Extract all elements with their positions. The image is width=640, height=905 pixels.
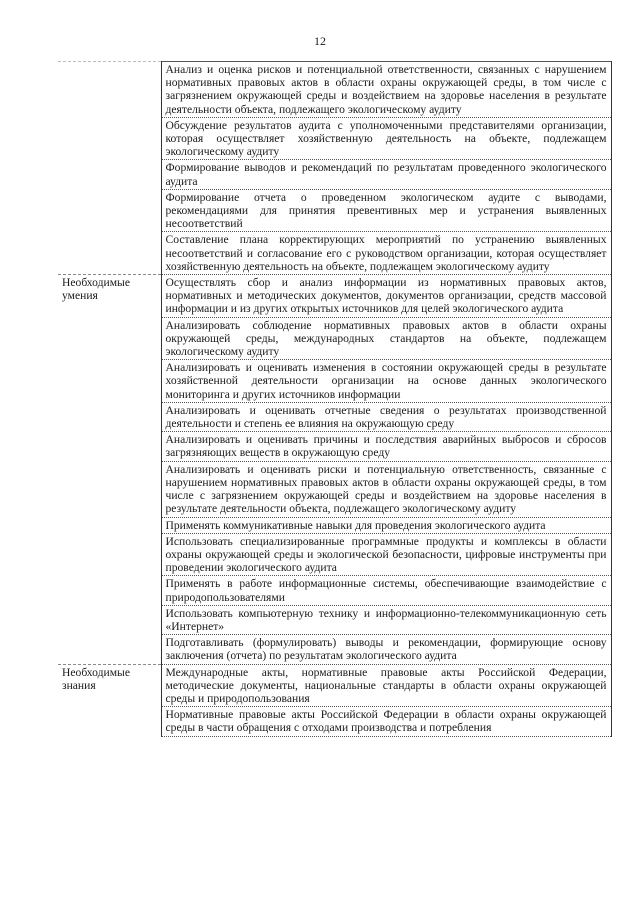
requirement-item: Нормативные правовые акты Российской Федерации в области охраны окружающей среды в части обращения с отходами производства и потребления bbox=[161, 707, 611, 736]
requirement-item: Анализ и оценка рисков и потенциальной ответственности, связанных с нарушением нормативных правовых актов в области охраны окружающей среды, в том числе с загрязнением окружающей среды и воздействием на здоровье населения в результате деятельности объекта, подлежащего экологическому аудиту bbox=[161, 62, 611, 118]
table-body bbox=[58, 62, 611, 737]
section-label bbox=[58, 62, 161, 275]
requirement-item: Формирование выводов и рекомендаций по результатам проведенного экологического аудита bbox=[161, 160, 611, 189]
requirement-item: Применять в работе информационные системы, обеспечивающие взаимодействие с природопользователями bbox=[161, 576, 611, 605]
requirement-item: Анализировать и оценивать изменения в состоянии окружающей среды в результате хозяйственной деятельности организации на основе данных экологического мониторинга и других источников информации bbox=[161, 360, 611, 403]
competency-table bbox=[58, 61, 612, 737]
requirement-item: Анализировать и оценивать риски и потенциальную ответственность, связанные с нарушением нормативных правовых актов в области охраны окружающей среды, в том числе с загрязнением окружающей среды и воздействием на здоровье населения в результате деятельности объекта, подлежащего экологическому аудиту bbox=[161, 461, 611, 517]
table-row bbox=[58, 664, 611, 707]
requirement-item: Осуществлять сбор и анализ информации из нормативных правовых актов, нормативных и методических документов, документов организации, средств массовой информации и из других открытых источников для целей экологического аудита bbox=[161, 275, 611, 318]
requirement-item: Подготавливать (формулировать) выводы и рекомендации, формирующие основу заключения (отчета) по результатам экологического аудита bbox=[161, 635, 611, 664]
requirement-item: Анализировать соблюдение нормативных правовых актов в области охраны окружающей среды, международных стандартов на объекте, подлежащем экологическому аудиту bbox=[161, 317, 611, 360]
section-label: Необходимые знания bbox=[58, 664, 161, 736]
requirement-item: Международные акты, нормативные правовые акты Российской Федерации, методические документы, национальные стандарты в области охраны окружающей среды и природопользования bbox=[161, 664, 611, 707]
section-label: Необходимые умения bbox=[58, 275, 161, 664]
table-row bbox=[58, 62, 611, 118]
page-number: 12 bbox=[314, 34, 326, 48]
requirement-item: Формирование отчета о проведенном экологическом аудите с выводами, рекомендациями для принятия превентивных мер и устранения выявленных несоответствий bbox=[161, 189, 611, 232]
requirement-item: Составление плана корректирующих мероприятий по устранению выявленных несоответствий и согласование его с руководством организации, которая осуществляет хозяйственную деятельность на объекте, подлежащем экологическому аудиту bbox=[161, 232, 611, 275]
table-row bbox=[58, 275, 611, 318]
requirement-item: Использовать специализированные программные продукты и комплексы в области охраны окружающей среды и экологической безопасности, цифровые инструменты при проведении экологического аудита bbox=[161, 533, 611, 576]
requirement-item: Применять коммуникативные навыки для проведения экологического аудита bbox=[161, 517, 611, 533]
requirement-item: Анализировать и оценивать отчетные сведения о результатах производственной деятельности и степень ее влияния на окружающую среду bbox=[161, 402, 611, 431]
requirement-item: Использовать компьютерную технику и информационно-телекоммуникационную сеть «Интернет» bbox=[161, 605, 611, 634]
requirement-item: Анализировать и оценивать причины и последствия аварийных выбросов и сбросов загрязняющих веществ в окружающую среду bbox=[161, 432, 611, 461]
requirement-item: Обсуждение результатов аудита с уполномоченными представителями организации, которая осуществляет хозяйственную деятельность на объекте, подлежащем экологическому аудиту bbox=[161, 117, 611, 160]
